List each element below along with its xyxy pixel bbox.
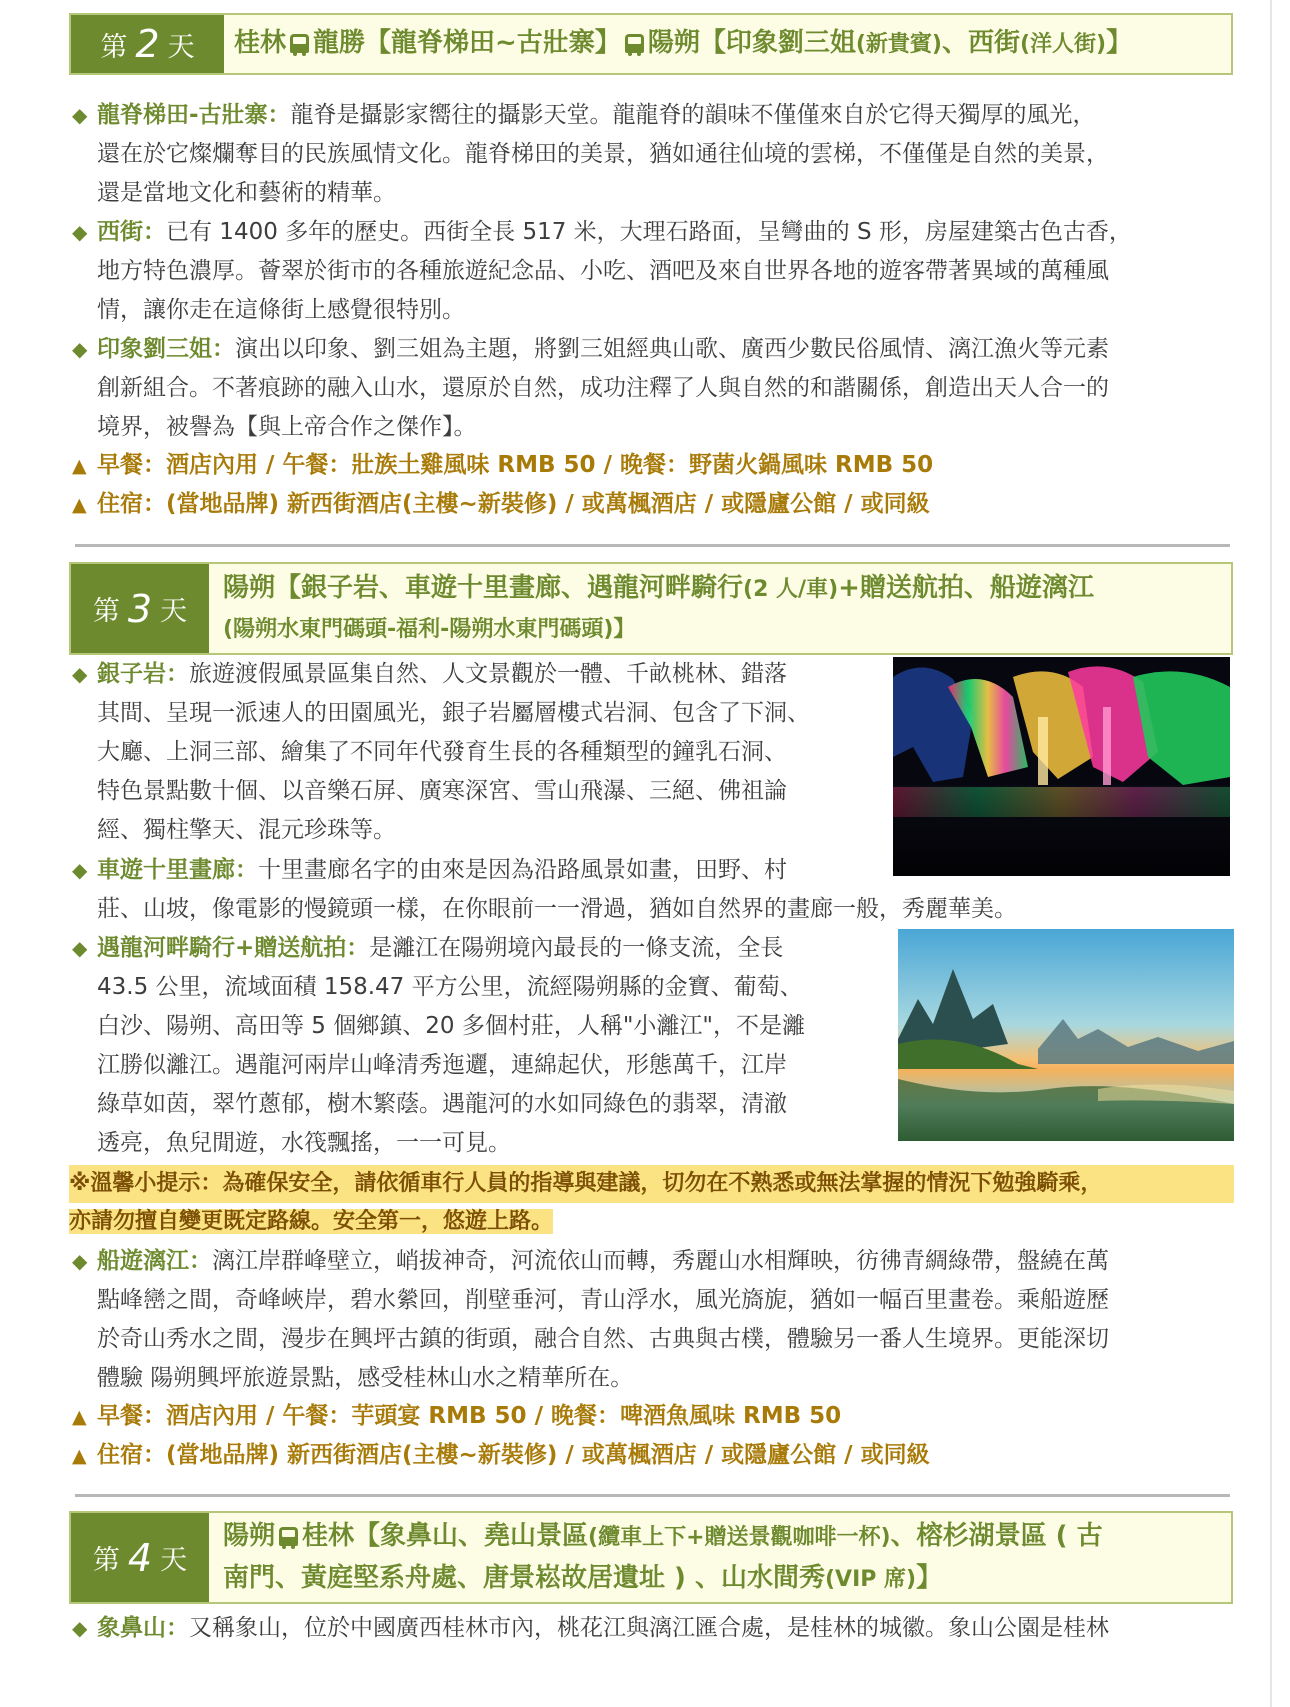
- day-label-post: 天: [167, 31, 195, 63]
- hotel-text: 住宿：(當地品牌) 新西街酒店(主樓~新裝修) / 或萬楓酒店 / 或隱廬公館 / 或同級: [97, 1442, 930, 1468]
- title-segment: 】: [916, 1562, 943, 1593]
- title-small: (纜車上下+贈送景觀咖啡一杯): [588, 1524, 891, 1550]
- day4-header: [69, 1511, 1233, 1604]
- tip-line: ※溫馨小提示：為確保安全，請依循車行人員的指導與建議，切勿在不熟悉或無法掌握的情況下勉強騎乘，: [69, 1165, 1234, 1203]
- title-segment: 、榕杉湖景區 ( 古: [890, 1520, 1103, 1551]
- title-segment: +贈送航拍、船遊漓江: [838, 572, 1094, 603]
- item-text: 特色景點數十個、以音樂石屏、廣寒深宮、雪山飛瀑、三絕、佛祖論: [97, 778, 787, 804]
- silver-cave-photo: [893, 657, 1230, 876]
- day3-item-gallery: [72, 851, 1237, 929]
- day-label-pre: 第: [100, 31, 128, 63]
- item-text: 旅遊渡假風景區集自然、人文景觀於一體、千畝桃林、錯落: [189, 661, 787, 687]
- day3-item-river: [72, 929, 882, 1163]
- item-text: 又稱象山，位於中國廣西桂林市內，桃花江與漓江匯合處，是桂林的城徽。象山公園是桂林: [189, 1615, 1109, 1641]
- river-illustration: [898, 929, 1234, 1141]
- day-number: 4: [127, 1535, 153, 1580]
- title-segment: 桂林【象鼻山、堯山景區: [302, 1520, 589, 1551]
- day3-label: [71, 564, 209, 653]
- day4-item-elephant: [72, 1609, 1237, 1648]
- title-segment: 陽朔【印象劉三姐: [647, 28, 856, 58]
- item-heading: 象鼻山：: [97, 1615, 189, 1641]
- item-text: 地方特色濃厚。薈翠於街市的各種旅遊紀念品、小吃、酒吧及來自世界各地的遊客帶著異域的萬種風: [97, 258, 1109, 284]
- item-text: 已有 1400 多年的歷史。西街全長 517 米，大理石路面，呈彎曲的 S 形，房屋建築古色古香，: [166, 219, 1132, 245]
- diamond-bullet-icon: ◆: [72, 662, 88, 686]
- item-heading: 遇龍河畔騎行+贈送航拍：: [97, 935, 370, 961]
- diamond-bullet-icon: ◆: [72, 1616, 88, 1640]
- item-text: 點峰巒之間，奇峰峽岸，碧水縈回，削壁垂河，青山浮水，風光旖旎，猶如一幅百里畫卷。乘船遊歷: [97, 1287, 1109, 1313]
- bus-icon: [279, 1527, 298, 1546]
- diamond-bullet-icon: ◆: [72, 936, 88, 960]
- item-text: 演出以印象、劉三姐為主題，將劉三姐經典山歌、廣西少數民俗風情、漓江漁火等元素: [235, 336, 1109, 362]
- item-text: 綠草如茵，翠竹蔥郁，樹木繁蔭。遇龍河的水如同綠色的翡翠，清澈: [97, 1091, 787, 1117]
- item-text: 境界，被譽為【與上帝合作之傑作】。: [97, 414, 477, 440]
- item-heading: 龍脊梯田-古壯寨：: [97, 102, 291, 128]
- diamond-bullet-icon: ◆: [72, 103, 88, 127]
- diamond-bullet-icon: ◆: [72, 220, 88, 244]
- day3-title: [209, 564, 1104, 653]
- triangle-bullet-icon: ▲: [72, 455, 87, 477]
- item-text: 其間、呈現一派速人的田園風光，銀子岩屬層樓式岩洞、包含了下洞、: [97, 700, 810, 726]
- diamond-bullet-icon: ◆: [72, 858, 88, 882]
- day3-item-yinziyan: [72, 655, 872, 850]
- cave-illustration: [893, 657, 1230, 876]
- item-text: 於奇山秀水之間，漫步在興坪古鎮的街頭，融合自然、古典與古樸，體驗另一番人生境界。更能深切: [97, 1326, 1109, 1352]
- meal-text: 早餐：酒店內用 / 午餐：芋頭宴 RMB 50 / 晚餐：啤酒魚風味 RMB 50: [97, 1403, 842, 1429]
- day2-label: [71, 15, 224, 73]
- title-small: (2 人/車): [743, 576, 839, 602]
- item-heading: 西街：: [97, 219, 166, 245]
- hotel-text: 住宿：(當地品牌) 新西街酒店(主樓~新裝修) / 或萬楓酒店 / 或隱廬公館 / 或同級: [97, 491, 930, 517]
- title-small: (VIP 席): [825, 1566, 917, 1592]
- day2-header: [69, 13, 1233, 75]
- diamond-bullet-icon: ◆: [72, 1249, 88, 1273]
- day-label-pre: 第: [92, 596, 120, 627]
- item-text: 透亮，魚兒閒遊，水筏飄搖，一一可見。: [97, 1130, 511, 1156]
- title-small: (洋人街): [1019, 32, 1107, 57]
- day3-hotel: [72, 1436, 930, 1476]
- item-text: 還在於它燦爛奪目的民族風情文化。龍脊梯田的美景，猶如通往仙境的雲梯，不僅僅是自然的美景，: [97, 141, 1109, 167]
- day-label-post: 天: [160, 1545, 188, 1576]
- title-segment: 】: [1106, 28, 1133, 58]
- item-heading: 銀子岩：: [97, 661, 189, 687]
- item-text: 漓江岸群峰壁立，峭拔神奇，河流依山而轉，秀麗山水相輝映，彷彿青綢綠帶，盤繞在萬: [212, 1248, 1109, 1274]
- day-label-pre: 第: [92, 1545, 120, 1576]
- bus-icon: [290, 34, 309, 53]
- title-segment: 陽朔【銀子岩、車遊十里畫廊、遇龍河畔騎行: [223, 572, 744, 603]
- divider: [75, 544, 1230, 547]
- day3-item-cruise: [72, 1242, 1237, 1398]
- item-text: 江勝似灕江。遇龍河兩岸山峰清秀迤邐，連綿起伏，形態萬千，江岸: [97, 1052, 787, 1078]
- item-text: 體驗 陽朔興坪旅遊景點，感受桂林山水之精華所在。: [97, 1365, 634, 1391]
- day2-item-westst: [72, 213, 1237, 330]
- day-label-post: 天: [160, 596, 188, 627]
- day3-header: [69, 562, 1233, 655]
- diamond-bullet-icon: ◆: [72, 337, 88, 361]
- title-line2: (陽朔水東門碼頭-福利-陽朔水東門碼頭)】: [223, 616, 636, 642]
- title-segment: 龍勝【龍脊梯田~古壯寨】: [313, 28, 621, 58]
- day4-label: [71, 1513, 209, 1602]
- item-text: 十里畫廊名字的由來是因為沿路風景如畫，田野、村: [258, 857, 787, 883]
- day2-hotel: [72, 485, 930, 525]
- divider: [75, 1494, 1230, 1497]
- item-text: 43.5 公里，流域面積 158.47 平方公里，流經陽朔縣的金寶、葡萄、: [97, 974, 803, 1000]
- yulong-river-photo: [898, 929, 1234, 1141]
- item-text: 創新組合。不著痕跡的融入山水，還原於自然，成功注釋了人與自然的和諧關係，創造出天人合一的: [97, 375, 1109, 401]
- day2-meals: [72, 446, 933, 486]
- day-number: 3: [127, 586, 153, 631]
- tip-line: 亦請勿擅自變更既定路線。安全第一，悠遊上路。: [69, 1209, 554, 1234]
- item-heading: 船遊漓江：: [97, 1248, 212, 1274]
- item-heading: 車遊十里畫廊：: [97, 857, 258, 883]
- title-segment: 桂林: [234, 28, 287, 58]
- item-text: 大廳、上洞三部、繪集了不同年代發育生長的各種類型的鐘乳石洞、: [97, 739, 787, 765]
- item-text: 經、獨柱擎天、混元珍珠等。: [97, 817, 396, 843]
- item-heading: 印象劉三姐：: [97, 336, 235, 362]
- item-text: 情，讓你走在這條街上感覺很特別。: [97, 297, 465, 323]
- triangle-bullet-icon: ▲: [72, 1406, 87, 1428]
- item-text: 莊、山坡，像電影的慢鏡頭一樣，在你眼前一一滑過，猶如自然界的畫廊一般，秀麗華美。: [97, 896, 1017, 922]
- bus-icon: [625, 34, 644, 53]
- title-small: (新貴賓): [855, 32, 942, 57]
- meal-text: 早餐：酒店內用 / 午餐：壯族土雞風味 RMB 50 / 晚餐：野菌火鍋風味 RMB 50: [97, 452, 934, 478]
- day3-meals: [72, 1397, 841, 1437]
- triangle-bullet-icon: ▲: [72, 1445, 87, 1467]
- item-text: 龍脊是攝影家嚮往的攝影天堂。龍龍脊的韻味不僅僅來自於它得天獨厚的風光，: [290, 102, 1096, 128]
- item-text: 白沙、陽朔、高田等 5 個鄉鎮、20 多個村莊，人稱"小灕江"，不是灕: [97, 1013, 805, 1039]
- title-segment: 、西街: [941, 28, 1020, 58]
- item-text: 是灕江在陽朔境內最長的一條支流，全長: [369, 935, 784, 961]
- triangle-bullet-icon: ▲: [72, 494, 87, 516]
- day-number: 2: [135, 22, 160, 66]
- title-segment: 南門、黃庭堅系舟處、唐景崧故居遺址 ) 、山水間秀: [223, 1562, 825, 1593]
- page-edge: [1270, 0, 1272, 1707]
- day4-title: [209, 1513, 1113, 1602]
- safety-tip: [69, 1165, 1234, 1241]
- day2-item-impression: [72, 330, 1237, 447]
- item-text: 還是當地文化和藝術的精華。: [97, 180, 396, 206]
- title-segment: 陽朔: [223, 1520, 276, 1551]
- day2-title: [224, 15, 1142, 73]
- day2-item-longji: [72, 96, 1237, 213]
